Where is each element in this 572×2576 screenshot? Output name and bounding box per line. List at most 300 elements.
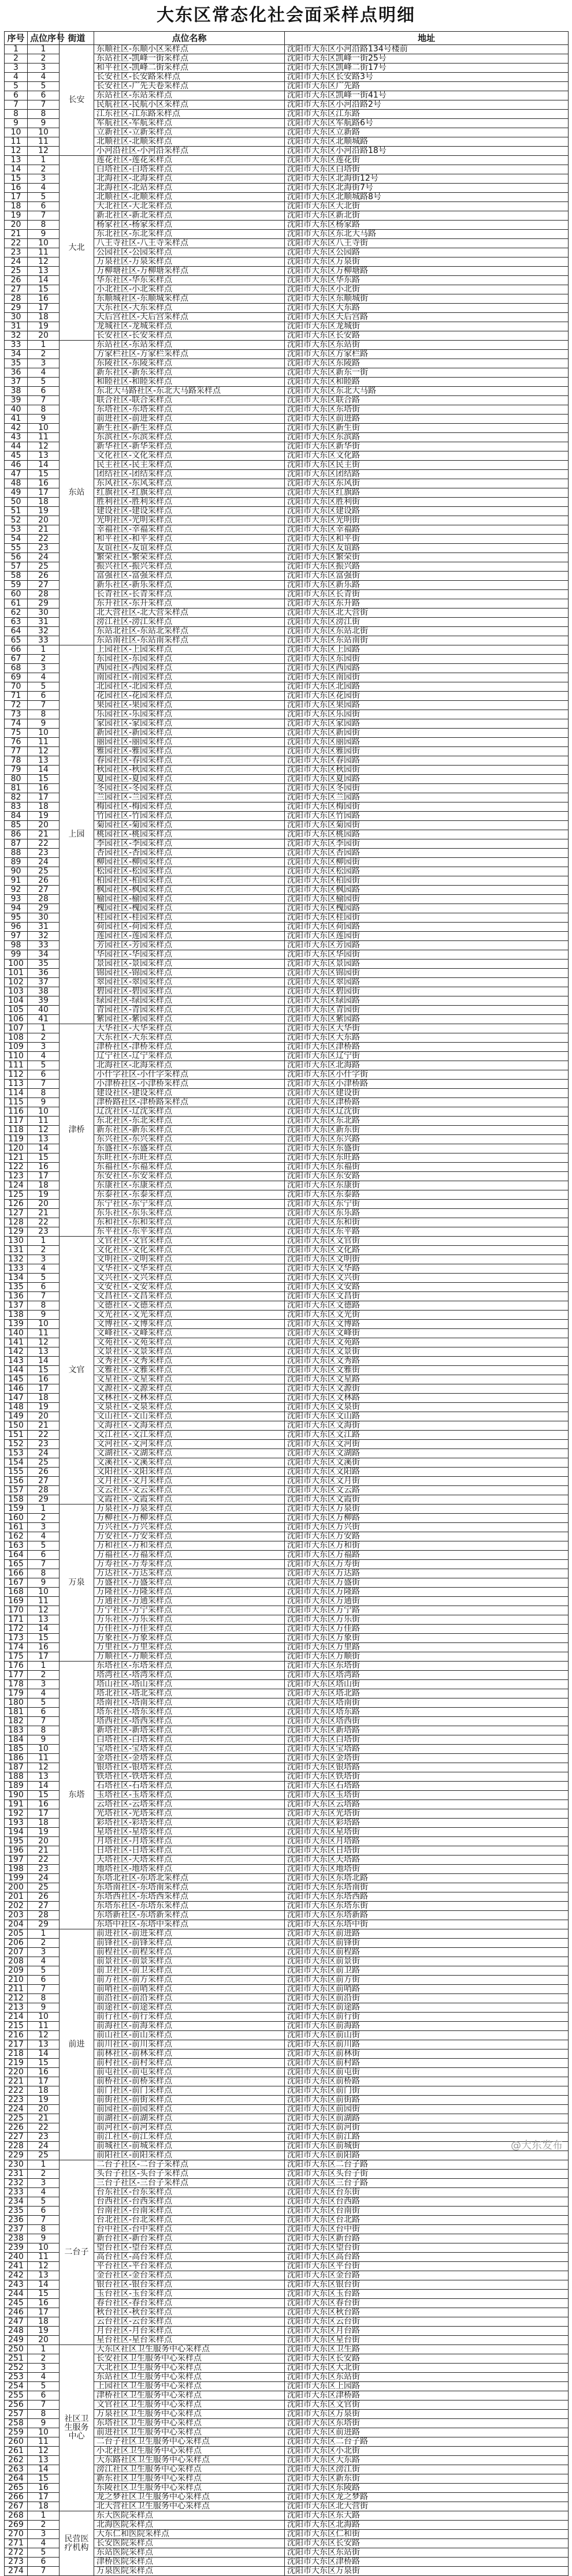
row-subseq: 10 — [28, 2428, 60, 2437]
row-subseq: 29 — [28, 599, 60, 608]
row-seq: 32 — [5, 331, 28, 341]
point-name: 建设社区-建设采样点 — [94, 507, 285, 516]
row-subseq: 12 — [28, 1126, 60, 1135]
row-subseq: 14 — [28, 276, 60, 285]
point-name: 塔南社区-塔南采样点 — [94, 1698, 285, 1708]
point-address: 沈阳市大东区东平路 — [285, 1227, 569, 1237]
row-subseq: 6 — [28, 202, 60, 211]
row-seq: 205 — [5, 1929, 28, 1939]
point-name: 辽沈社区-辽沈采样点 — [94, 1107, 285, 1117]
row-subseq: 16 — [28, 1375, 60, 1384]
street-cell: 民营医疗机构 — [60, 2511, 94, 2576]
row-seq: 8 — [5, 110, 28, 119]
row-subseq: 5 — [28, 2548, 60, 2558]
row-subseq: 1 — [28, 1237, 60, 1246]
point-address: 沈阳市大东区万盛街 — [285, 1578, 569, 1588]
point-address: 沈阳市大东区东站街 — [285, 341, 569, 350]
row-seq: 254 — [5, 2382, 28, 2391]
point-address: 沈阳市大东区台中街 — [285, 2225, 569, 2234]
point-name: 桂园社区-桂园采样点 — [94, 913, 285, 923]
point-name: 万泉社区-万泉采样点 — [94, 1504, 285, 1514]
row-subseq: 3 — [28, 1948, 60, 1957]
table-row — [5, 1024, 569, 1033]
point-address: 沈阳市大东区夏园路 — [285, 775, 569, 784]
point-name: 文景社区-文景采样点 — [94, 1347, 285, 1357]
point-name: 东升社区-东升采样点 — [94, 599, 285, 608]
row-seq: 198 — [5, 1865, 28, 1874]
row-subseq: 15 — [28, 470, 60, 479]
point-name: 小津桥社区-小津桥采样点 — [94, 1080, 285, 1089]
point-name: 大东社区-大东采样点 — [94, 1033, 285, 1043]
row-seq: 267 — [5, 2502, 28, 2511]
row-seq: 34 — [5, 350, 28, 359]
point-address: 沈阳市大东区胜利街 — [285, 498, 569, 507]
row-subseq: 32 — [28, 627, 60, 636]
row-seq: 174 — [5, 1643, 28, 1652]
point-address: 沈阳市大东区文安路 — [285, 1283, 569, 1292]
row-subseq: 6 — [28, 1070, 60, 1080]
point-name: 东顺社区-东顺小区采样点 — [94, 45, 285, 54]
row-seq: 183 — [5, 1726, 28, 1735]
row-subseq: 4 — [28, 2539, 60, 2548]
point-name: 柏园社区-柏园采样点 — [94, 876, 285, 886]
row-seq: 42 — [5, 424, 28, 433]
row-subseq: 28 — [28, 590, 60, 599]
point-address: 沈阳市大东区华东路 — [285, 276, 569, 285]
row-seq: 36 — [5, 368, 28, 378]
row-seq: 82 — [5, 793, 28, 802]
row-seq: 255 — [5, 2391, 28, 2400]
point-name: 乐园社区-乐园采样点 — [94, 710, 285, 719]
row-subseq: 4 — [28, 1052, 60, 1061]
row-seq: 53 — [5, 525, 28, 535]
row-seq: 71 — [5, 692, 28, 701]
point-address: 沈阳市大东区荷园路 — [285, 923, 569, 932]
point-name: 柳园社区-柳园采样点 — [94, 858, 285, 867]
row-seq: 121 — [5, 1153, 28, 1163]
row-subseq: 2 — [28, 1246, 60, 1255]
point-name: 东塔北社区-东塔北采样点 — [94, 1874, 285, 1883]
row-subseq: 8 — [28, 1726, 60, 1735]
point-address: 沈阳市大东区兰园路 — [285, 793, 569, 802]
row-seq: 40 — [5, 405, 28, 415]
point-name: 光明社区-光明采样点 — [94, 516, 285, 525]
point-name: 杨家社区-杨家采样点 — [94, 221, 285, 230]
point-address: 沈阳市大东区前门街 — [285, 2086, 569, 2096]
point-name: 东塔社区-东塔采样点 — [94, 405, 285, 415]
point-address: 沈阳市大东区东北路 — [285, 1117, 569, 1126]
point-name: 李园社区-李园采样点 — [94, 839, 285, 849]
point-address: 沈阳市大东区三台子路 — [285, 2179, 569, 2188]
row-seq: 76 — [5, 738, 28, 747]
row-subseq: 15 — [28, 2290, 60, 2299]
row-subseq: 11 — [28, 1597, 60, 1606]
row-seq: 85 — [5, 821, 28, 830]
point-address: 沈阳市大东区万隆路 — [285, 1588, 569, 1597]
point-name: 万盛社区-万盛采样点 — [94, 1578, 285, 1588]
row-subseq: 4 — [28, 368, 60, 378]
point-name: 白塔社区-白塔采样点 — [94, 165, 285, 174]
row-subseq: 10 — [28, 424, 60, 433]
row-subseq: 23 — [28, 1865, 60, 1874]
point-name: 荷园社区-荷园采样点 — [94, 923, 285, 932]
row-subseq: 9 — [28, 230, 60, 239]
point-name: 幸福社区-幸福采样点 — [94, 525, 285, 535]
row-seq: 234 — [5, 2197, 28, 2207]
point-name: 日塔社区-日塔采样点 — [94, 1846, 285, 1856]
point-address: 沈阳市大东区万和街 — [285, 1541, 569, 1551]
point-address: 沈阳市大东区桂园街 — [285, 913, 569, 923]
point-address: 沈阳市大东区文江路 — [285, 1431, 569, 1440]
row-subseq: 3 — [28, 2530, 60, 2539]
row-seq: 181 — [5, 1708, 28, 1717]
point-address: 沈阳市大东区公园路 — [285, 248, 569, 257]
row-seq: 13 — [5, 156, 28, 165]
point-name: 富强社区-富强采样点 — [94, 572, 285, 581]
row-subseq: 41 — [28, 1015, 60, 1024]
row-seq: 233 — [5, 2188, 28, 2197]
row-seq: 242 — [5, 2271, 28, 2280]
row-subseq: 3 — [28, 64, 60, 73]
row-seq: 235 — [5, 2207, 28, 2216]
row-seq: 223 — [5, 2096, 28, 2105]
table-row — [5, 1237, 569, 1246]
row-subseq: 15 — [28, 1366, 60, 1375]
point-address: 沈阳市大东区东塔街 — [285, 1662, 569, 1671]
row-seq: 80 — [5, 775, 28, 784]
row-subseq: 4 — [28, 1264, 60, 1274]
point-address: 沈阳市大东区万泉街 — [285, 1504, 569, 1514]
point-address: 沈阳市大东区东塔街 — [285, 2419, 569, 2428]
point-address: 沈阳市大东区榆园街 — [285, 895, 569, 904]
row-seq: 185 — [5, 1745, 28, 1754]
row-seq: 149 — [5, 1412, 28, 1421]
row-seq: 51 — [5, 507, 28, 516]
table-row — [5, 1662, 569, 1671]
point-address: 沈阳市大东区玉塔街 — [285, 1791, 569, 1800]
point-address: 沈阳市大东区凯峰一街41号 — [285, 91, 569, 100]
row-subseq: 25 — [28, 1883, 60, 1892]
point-address: 沈阳市大东区文湖路 — [285, 1449, 569, 1458]
point-address: 沈阳市大东区小河沿路18号 — [285, 147, 569, 156]
row-subseq: 10 — [28, 2013, 60, 2022]
row-subseq: 8 — [28, 710, 60, 719]
row-subseq: 6 — [28, 2558, 60, 2567]
row-subseq: 3 — [28, 664, 60, 673]
row-subseq: 5 — [28, 1698, 60, 1708]
row-subseq: 6 — [28, 1283, 60, 1292]
row-subseq: 1 — [28, 645, 60, 655]
point-address: 沈阳市大东区前村路 — [285, 2059, 569, 2068]
point-name: 前山社区-前山采样点 — [94, 2031, 285, 2040]
point-address: 沈阳市大东区新塔路 — [285, 1726, 569, 1735]
row-seq: 271 — [5, 2539, 28, 2548]
row-seq: 143 — [5, 1357, 28, 1366]
point-address: 沈阳市大东区白塔街 — [285, 165, 569, 174]
point-address: 沈阳市大东区长青街 — [285, 590, 569, 599]
point-name: 万里社区-万里采样点 — [94, 1643, 285, 1652]
row-subseq: 24 — [28, 553, 60, 562]
header-street: 街道 — [60, 32, 94, 45]
row-seq: 151 — [5, 1431, 28, 1440]
row-subseq: 20 — [28, 1837, 60, 1846]
row-seq: 168 — [5, 1588, 28, 1597]
point-name: 宝塔社区-宝塔采样点 — [94, 1745, 285, 1754]
row-subseq: 15 — [28, 1791, 60, 1800]
row-seq: 23 — [5, 248, 28, 257]
row-seq: 274 — [5, 2567, 28, 2576]
row-subseq: 7 — [28, 1292, 60, 1301]
row-subseq: 3 — [28, 1043, 60, 1052]
point-name: 菊园社区-菊园采样点 — [94, 821, 285, 830]
header-name: 点位名称 — [94, 32, 285, 45]
row-subseq: 1 — [28, 1929, 60, 1939]
row-seq: 29 — [5, 304, 28, 313]
point-name: 金台社区-金台采样点 — [94, 2271, 285, 2280]
point-name: 万安社区-万安采样点 — [94, 1532, 285, 1541]
row-seq: 26 — [5, 276, 28, 285]
row-subseq: 11 — [28, 248, 60, 257]
point-address: 沈阳市大东区台西路 — [285, 2197, 569, 2207]
row-seq: 52 — [5, 516, 28, 525]
point-address: 沈阳市大东区东站北街 — [285, 627, 569, 636]
page-title: 大东区常态化社会面采样点明细 — [157, 5, 415, 25]
row-seq: 272 — [5, 2548, 28, 2558]
row-subseq: 26 — [28, 1892, 60, 1902]
row-seq: 67 — [5, 655, 28, 664]
row-seq: 11 — [5, 137, 28, 147]
point-name: 槐园社区-槐园采样点 — [94, 904, 285, 913]
row-seq: 55 — [5, 544, 28, 553]
row-seq: 265 — [5, 2484, 28, 2493]
row-subseq: 20 — [28, 2105, 60, 2114]
point-name: 碧园社区-碧园采样点 — [94, 987, 285, 996]
point-name: 云塔社区-云塔采样点 — [94, 1800, 285, 1809]
row-seq: 24 — [5, 257, 28, 267]
row-subseq: 14 — [28, 766, 60, 775]
row-seq: 214 — [5, 2013, 28, 2022]
row-seq: 184 — [5, 1735, 28, 1745]
point-address: 沈阳市大东区高台路 — [285, 2253, 569, 2262]
row-seq: 215 — [5, 2022, 28, 2031]
point-name: 新乐社区-新乐采样点 — [94, 581, 285, 590]
row-subseq: 1 — [28, 1024, 60, 1033]
point-name: 头台子社区-头台子采样点 — [94, 2170, 285, 2179]
row-subseq: 11 — [28, 738, 60, 747]
point-name: 民航社区-民航小区采样点 — [94, 100, 285, 110]
point-address: 沈阳市大东区地塔街 — [285, 1865, 569, 1874]
point-address: 沈阳市大东区卫生路 — [285, 2345, 569, 2354]
point-name: 二台子社区-二台子采样点 — [94, 2160, 285, 2170]
row-seq: 22 — [5, 239, 28, 248]
row-subseq: 20 — [28, 331, 60, 341]
row-seq: 258 — [5, 2419, 28, 2428]
point-address: 沈阳市大东区滂江街 — [285, 2465, 569, 2474]
row-seq: 63 — [5, 618, 28, 627]
point-address: 沈阳市大东区文秀路 — [285, 1357, 569, 1366]
point-address: 沈阳市大东区李园街 — [285, 839, 569, 849]
row-seq: 268 — [5, 2511, 28, 2521]
row-seq: 130 — [5, 1237, 28, 1246]
point-address: 沈阳市大东区杏园路 — [285, 849, 569, 858]
row-seq: 259 — [5, 2428, 28, 2437]
point-name: 家园社区-家园采样点 — [94, 719, 285, 729]
point-name: 繁荣社区-繁荣采样点 — [94, 553, 285, 562]
row-subseq: 33 — [28, 636, 60, 645]
point-name: 大东社区-大东采样点 — [94, 304, 285, 313]
point-name: 红旗社区-红旗采样点 — [94, 488, 285, 498]
row-seq: 128 — [5, 1218, 28, 1227]
point-address: 沈阳市大东区东滨路 — [285, 433, 569, 442]
point-name: 文云社区-文云采样点 — [94, 1486, 285, 1495]
row-subseq: 13 — [28, 1615, 60, 1625]
row-subseq: 19 — [28, 1828, 60, 1837]
point-name: 彩塔社区-彩塔采样点 — [94, 1819, 285, 1828]
point-name: 光塔社区-光塔采样点 — [94, 1809, 285, 1819]
row-seq: 195 — [5, 1837, 28, 1846]
point-address: 沈阳市大东区家园路 — [285, 719, 569, 729]
row-seq: 38 — [5, 387, 28, 396]
row-seq: 50 — [5, 498, 28, 507]
point-address: 沈阳市大东区文峰街 — [285, 1329, 569, 1338]
point-name: 前河社区-前河采样点 — [94, 2123, 285, 2133]
point-name: 万福社区-万福采样点 — [94, 1551, 285, 1560]
row-subseq: 11 — [28, 2437, 60, 2447]
row-subseq: 16 — [28, 1800, 60, 1809]
point-address: 沈阳市大东区秋台路 — [285, 2308, 569, 2317]
point-address: 沈阳市大东区东兴路 — [285, 1135, 569, 1144]
row-subseq: 8 — [28, 1301, 60, 1311]
point-name: 天塔社区-天塔采样点 — [94, 1856, 285, 1865]
point-name: 东乐社区-东乐采样点 — [94, 1209, 285, 1218]
point-address: 沈阳市大东区碧园街 — [285, 987, 569, 996]
row-subseq: 13 — [28, 2040, 60, 2049]
point-address: 沈阳市大东区前进路 — [285, 415, 569, 424]
row-seq: 173 — [5, 1634, 28, 1643]
row-subseq: 14 — [28, 2465, 60, 2474]
row-subseq: 29 — [28, 1920, 60, 1929]
row-seq: 206 — [5, 1939, 28, 1948]
point-name: 上园社区-上园采样点 — [94, 645, 285, 655]
point-address: 沈阳市大东区云台街 — [285, 2317, 569, 2327]
point-address: 沈阳市大东区文星路 — [285, 1375, 569, 1384]
point-address: 沈阳市大东区竹园路 — [285, 812, 569, 821]
row-subseq: 18 — [28, 2086, 60, 2096]
point-address: 沈阳市大东区莲园街 — [285, 932, 569, 941]
point-name: 文光社区-文光采样点 — [94, 1311, 285, 1320]
point-address: 沈阳市大东区文海街 — [285, 1421, 569, 1431]
point-address: 沈阳市大东区民主街 — [285, 461, 569, 470]
row-subseq: 29 — [28, 1495, 60, 1504]
row-seq: 25 — [5, 267, 28, 276]
row-seq: 68 — [5, 664, 28, 673]
point-address: 沈阳市大东区大华街 — [285, 1024, 569, 1033]
row-subseq: 8 — [28, 221, 60, 230]
point-address: 沈阳市大东区长安路3号 — [285, 73, 569, 82]
row-subseq: 40 — [28, 1006, 60, 1015]
point-address: 沈阳市大东区万达路 — [285, 1569, 569, 1578]
row-subseq: 1 — [28, 2345, 60, 2354]
row-subseq: 16 — [28, 294, 60, 304]
row-subseq: 16 — [28, 479, 60, 488]
point-address: 沈阳市大东区文河街 — [285, 1440, 569, 1449]
point-name: 北大营社区卫生服务中心采样点 — [94, 2502, 285, 2511]
point-address: 沈阳市大东区东园街 — [285, 655, 569, 664]
point-name: 长安社区-广先夫卷采样点 — [94, 82, 285, 91]
row-subseq: 15 — [28, 2059, 60, 2068]
row-seq: 251 — [5, 2354, 28, 2364]
point-name: 万泉医院采样点 — [94, 2567, 285, 2576]
point-address: 沈阳市大东区万里路 — [285, 1643, 569, 1652]
point-address: 沈阳市大东区塔北路 — [285, 1689, 569, 1698]
row-subseq: 36 — [28, 969, 60, 978]
row-subseq: 1 — [28, 2511, 60, 2521]
row-seq: 17 — [5, 193, 28, 202]
point-address: 沈阳市大东区柳园街 — [285, 858, 569, 867]
row-seq: 257 — [5, 2410, 28, 2419]
point-name: 东北社区-东北采样点 — [94, 1117, 285, 1126]
row-subseq: 23 — [28, 849, 60, 858]
point-name: 玉塔社区-玉塔采样点 — [94, 1791, 285, 1800]
row-seq: 96 — [5, 923, 28, 932]
row-seq: 244 — [5, 2290, 28, 2299]
row-seq: 152 — [5, 1440, 28, 1449]
point-name: 前江社区-前江采样点 — [94, 2133, 285, 2142]
point-name: 和睦社区-和睦采样点 — [94, 378, 285, 387]
row-seq: 64 — [5, 627, 28, 636]
point-address: 沈阳市大东区东陵路 — [285, 2484, 569, 2493]
point-name: 地塔社区-地塔采样点 — [94, 1865, 285, 1874]
row-seq: 44 — [5, 442, 28, 451]
row-subseq: 18 — [28, 802, 60, 812]
point-name: 东塔新社区-东塔新采样点 — [94, 1911, 285, 1920]
point-name: 建设社区-建设采样点 — [94, 1089, 285, 1098]
row-subseq: 2 — [28, 350, 60, 359]
row-seq: 212 — [5, 1994, 28, 2003]
point-address: 沈阳市大东区和睦路 — [285, 378, 569, 387]
point-name: 文兴社区-文兴采样点 — [94, 1274, 285, 1283]
row-subseq: 19 — [28, 2096, 60, 2105]
point-name: 万隆社区-万隆采样点 — [94, 1588, 285, 1597]
row-subseq: 28 — [28, 1486, 60, 1495]
row-subseq: 10 — [28, 239, 60, 248]
row-seq: 12 — [5, 147, 28, 156]
point-address: 沈阳市大东区东盛街 — [285, 1144, 569, 1153]
row-seq: 138 — [5, 1311, 28, 1320]
point-name: 立新社区-立新采样点 — [94, 128, 285, 137]
row-subseq: 14 — [28, 1144, 60, 1153]
point-address: 沈阳市大东区塔湾路 — [285, 1671, 569, 1680]
point-address: 沈阳市大东区前卫路 — [285, 1966, 569, 1976]
row-subseq: 10 — [28, 1588, 60, 1597]
row-seq: 104 — [5, 996, 28, 1006]
row-subseq: 17 — [28, 1172, 60, 1181]
row-seq: 207 — [5, 1948, 28, 1957]
row-seq: 221 — [5, 2077, 28, 2086]
point-address: 沈阳市大东区平台街 — [285, 2262, 569, 2271]
row-subseq: 16 — [28, 1643, 60, 1652]
point-address: 沈阳市大东区东塔新路 — [285, 1911, 569, 1920]
row-seq: 165 — [5, 1560, 28, 1569]
row-seq: 60 — [5, 590, 28, 599]
row-seq: 203 — [5, 1911, 28, 1920]
row-subseq: 7 — [28, 211, 60, 221]
row-seq: 144 — [5, 1366, 28, 1375]
point-name: 新东社区-新东采样点 — [94, 1126, 285, 1135]
point-address: 沈阳市大东区东陵路 — [285, 359, 569, 368]
point-address: 沈阳市大东区前进路 — [285, 2428, 569, 2437]
row-seq: 119 — [5, 1135, 28, 1144]
